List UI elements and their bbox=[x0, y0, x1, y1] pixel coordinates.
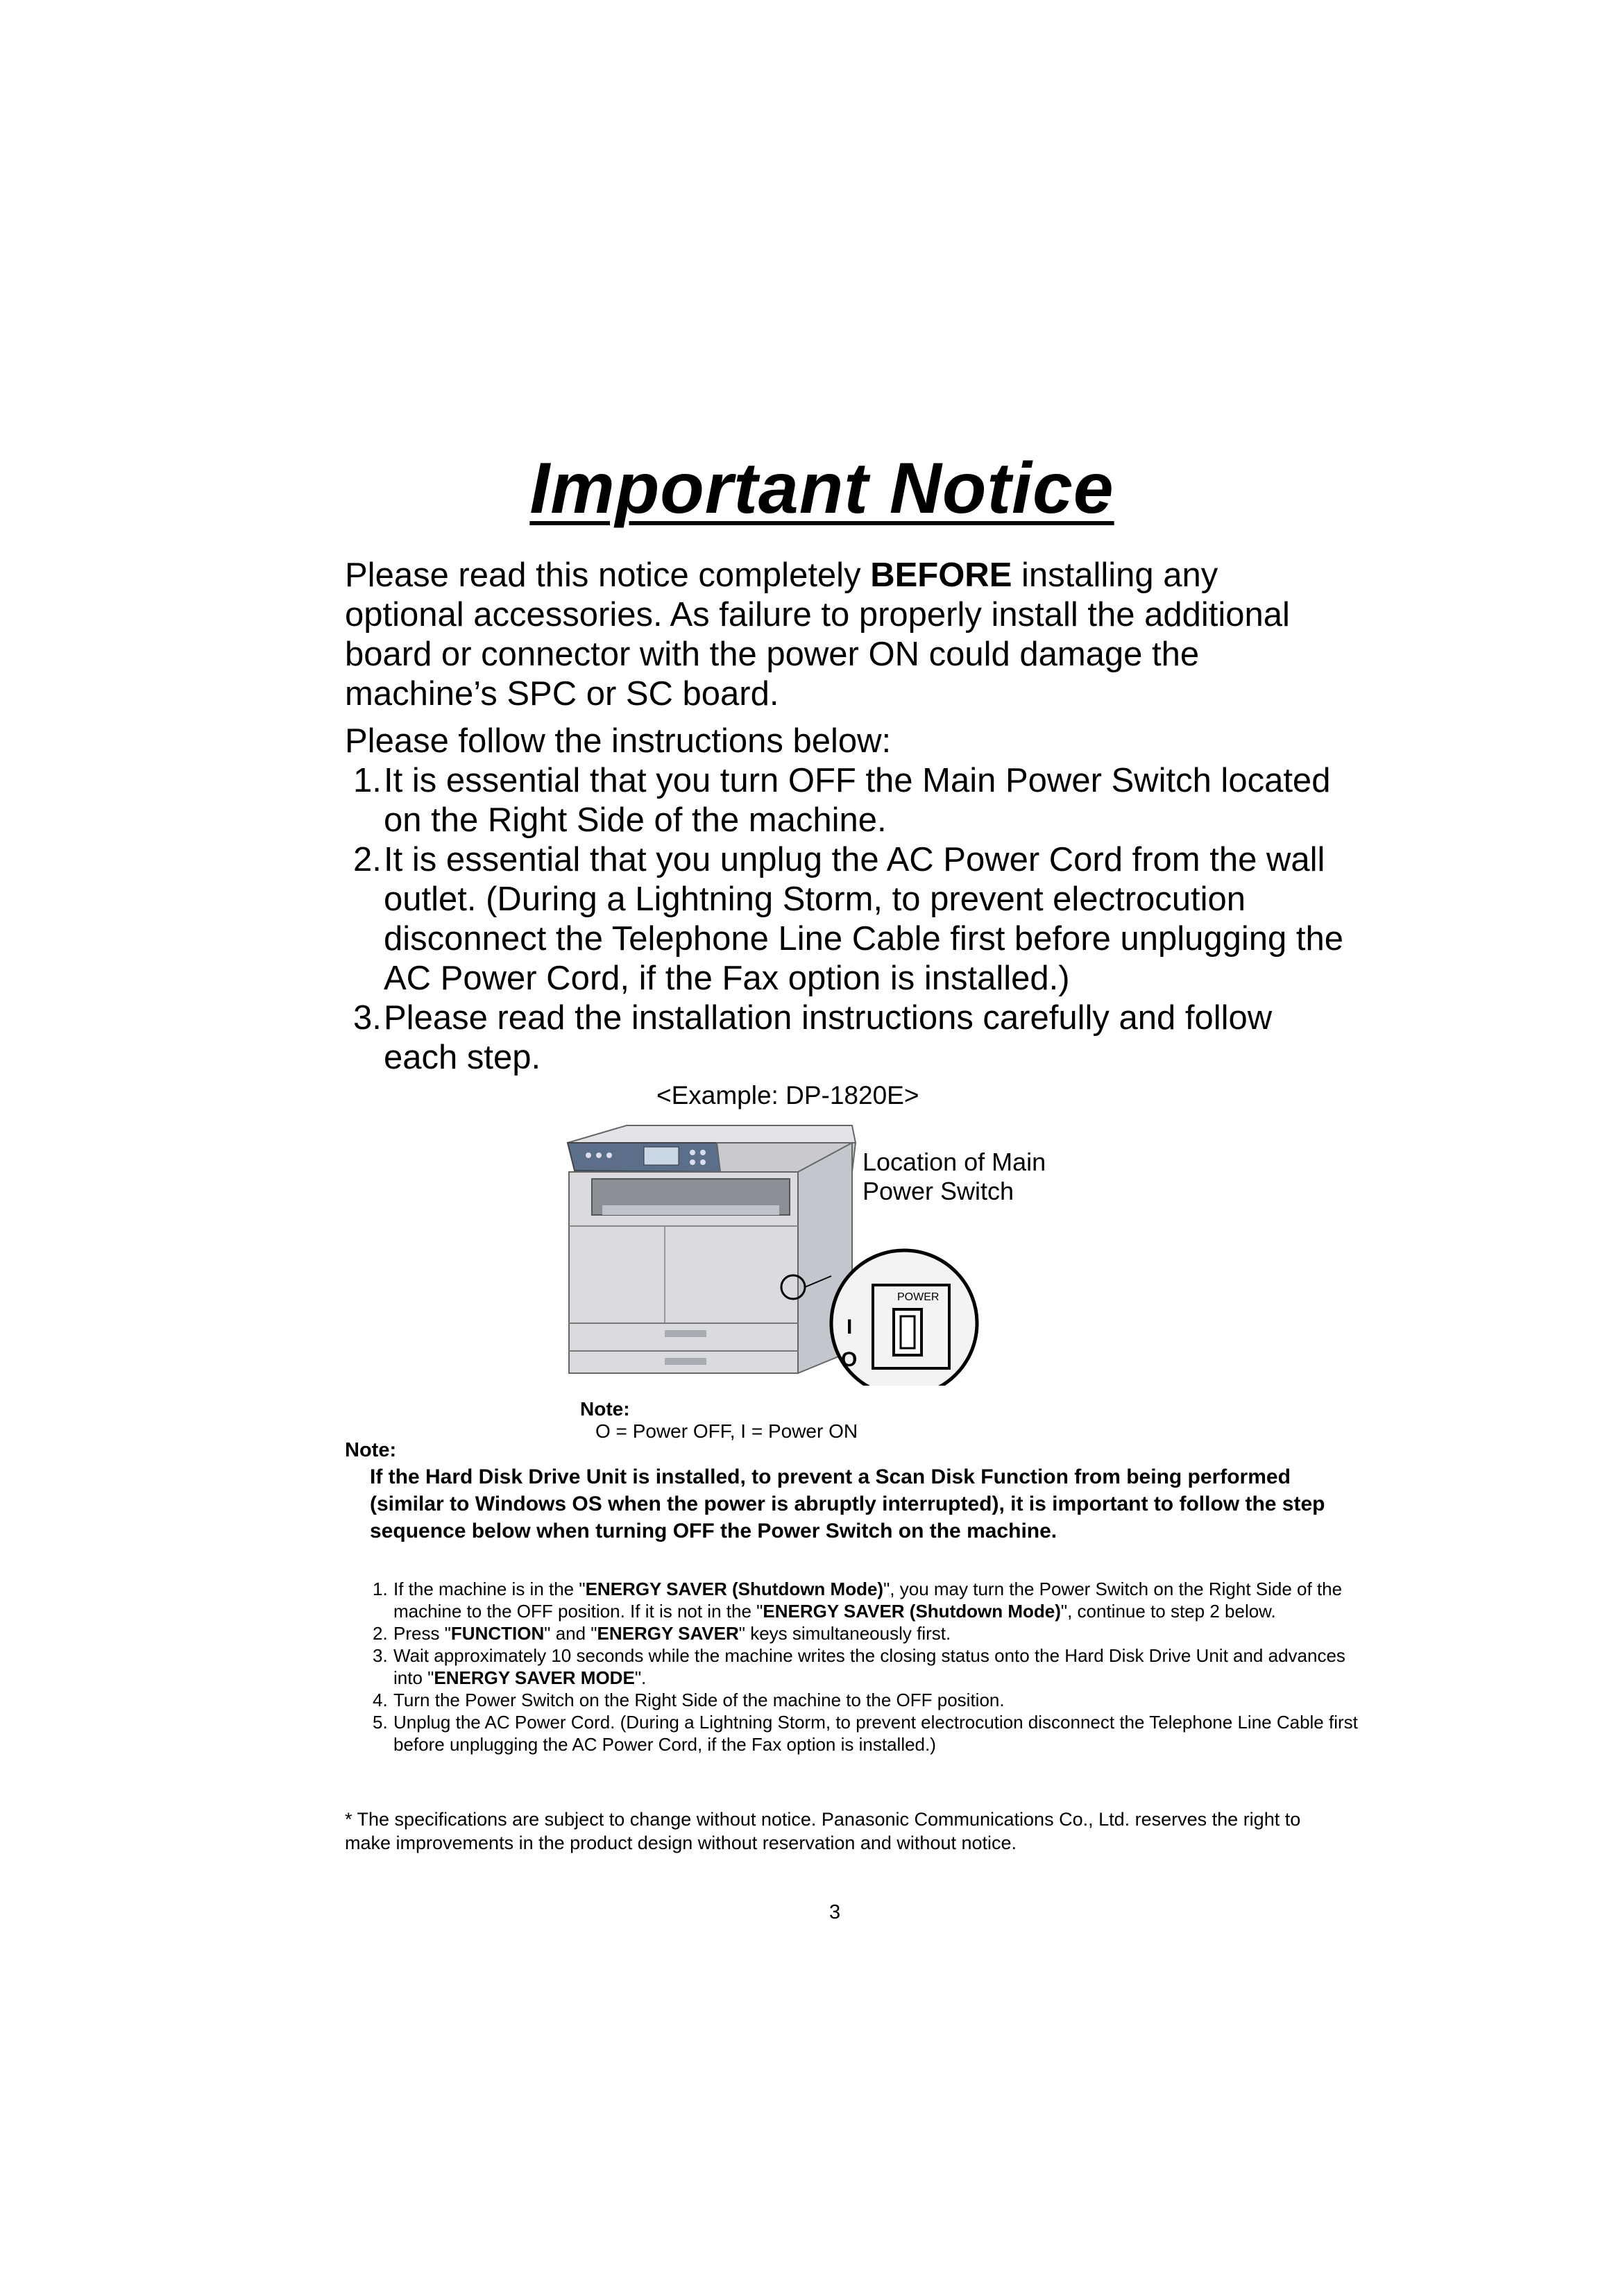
step-item bbox=[373, 1711, 1358, 1755]
example-caption: <Example: DP-1820E> bbox=[656, 1081, 919, 1109]
on-symbol: I bbox=[847, 1316, 853, 1338]
callout-line-2: Power Switch bbox=[863, 1177, 1014, 1205]
instruction-number: 3. bbox=[353, 999, 382, 1037]
instruction-number: 2. bbox=[353, 841, 382, 878]
intro-paragraph bbox=[345, 556, 1344, 714]
step-number: 3. bbox=[373, 1645, 388, 1666]
step-text: ", continue to step 2 below. bbox=[1060, 1601, 1276, 1622]
power-note-label: Note: bbox=[580, 1398, 630, 1420]
instruction-item bbox=[345, 840, 1344, 998]
step-text: " and " bbox=[544, 1623, 597, 1644]
intro-text-start: Please read this notice completely bbox=[345, 556, 871, 594]
intro-text-end: installing any optional accessories. As failure to properly install the additional board or connector with the power ON could damage the machine’s SPC or SC board. bbox=[345, 556, 1290, 713]
step-emphasis: FUNCTION bbox=[450, 1623, 545, 1644]
copier-figure bbox=[561, 1122, 1074, 1386]
step-emphasis: ENERGY SAVER MODE bbox=[434, 1667, 635, 1688]
instruction-text: It is essential that you turn OFF the Main Power Switch located on the Right Side of the machine. bbox=[384, 762, 1331, 839]
step-item bbox=[373, 1689, 1358, 1711]
step-number: 1. bbox=[373, 1579, 388, 1599]
switch-label: POWER bbox=[897, 1291, 940, 1303]
step-text: Turn the Power Switch on the Right Side of the machine to the OFF position. bbox=[393, 1690, 1005, 1710]
follow-instructions: Please follow the instructions below: bbox=[345, 722, 892, 760]
page-number: 3 bbox=[829, 1901, 841, 1923]
instruction-number: 1. bbox=[353, 762, 382, 799]
instruction-item bbox=[345, 761, 1344, 840]
power-note-text: O = Power OFF, I = Power ON bbox=[595, 1420, 858, 1442]
instruction-text: Please read the installation instructions carefully and follow each step. bbox=[384, 999, 1273, 1076]
hdd-note-text: If the Hard Disk Drive Unit is installed, to prevent a Scan Disk Function from being performed (similar to Windows OS when the power is abruptly interrupted), it is important to follow the step sequence below when turning OFF the Power Switch on the machine. bbox=[370, 1465, 1325, 1542]
copier-illustration bbox=[568, 1125, 856, 1373]
instruction-text: It is essential that you unplug the AC Power Cord from the wall outlet. (During a Lightning Storm, to prevent electrocution disconnect the Telephone Line Cable first before unplugging the AC Power Cord, if the Fax option is installed.) bbox=[384, 841, 1343, 997]
step-text: Wait approximately 10 seconds while the machine writes the closing status onto the Hard Disk Drive Unit and advances into " bbox=[393, 1645, 1345, 1688]
step-item bbox=[373, 1622, 1358, 1644]
step-item bbox=[373, 1644, 1358, 1689]
step-number: 2. bbox=[373, 1623, 388, 1644]
power-switch-zoom bbox=[831, 1250, 977, 1386]
step-item bbox=[373, 1578, 1358, 1622]
step-emphasis: ENERGY SAVER (Shutdown Mode) bbox=[763, 1601, 1061, 1622]
step-emphasis: ENERGY SAVER (Shutdown Mode) bbox=[585, 1579, 884, 1599]
instruction-item bbox=[345, 998, 1344, 1078]
off-symbol: O bbox=[841, 1348, 858, 1371]
callout-line-1: Location of Main bbox=[863, 1148, 1046, 1176]
step-text: ", you may turn the Power Switch on the Right Side of the machine to the OFF position. If it is not in the " bbox=[393, 1579, 1343, 1622]
step-number: 5. bbox=[373, 1712, 388, 1733]
disclaimer: * The specifications are subject to change without notice. Panasonic Communications Co., Ltd. reserves the right to make improvements in the product design without reservation and without notice. bbox=[345, 1809, 1301, 1853]
page-title: Important Notice bbox=[529, 448, 1114, 529]
shutdown-steps bbox=[373, 1578, 1358, 1755]
step-emphasis: ENERGY SAVER bbox=[597, 1623, 739, 1644]
instruction-list bbox=[345, 761, 1344, 1078]
step-number: 4. bbox=[373, 1690, 388, 1710]
power-note bbox=[580, 1398, 858, 1443]
step-text: " keys simultaneously first. bbox=[738, 1623, 951, 1644]
step-text: Unplug the AC Power Cord. (During a Lightning Storm, to prevent electrocution disconnect the Telephone Line Cable first before unplugging the AC Power Cord, if the Fax option is installed.) bbox=[393, 1712, 1358, 1755]
hdd-note-label: Note: bbox=[345, 1439, 397, 1461]
step-text: ". bbox=[634, 1667, 647, 1688]
intro-before-emphasis: BEFORE bbox=[870, 556, 1012, 594]
step-text: If the machine is in the " bbox=[393, 1579, 586, 1599]
step-text: Press " bbox=[393, 1623, 451, 1644]
